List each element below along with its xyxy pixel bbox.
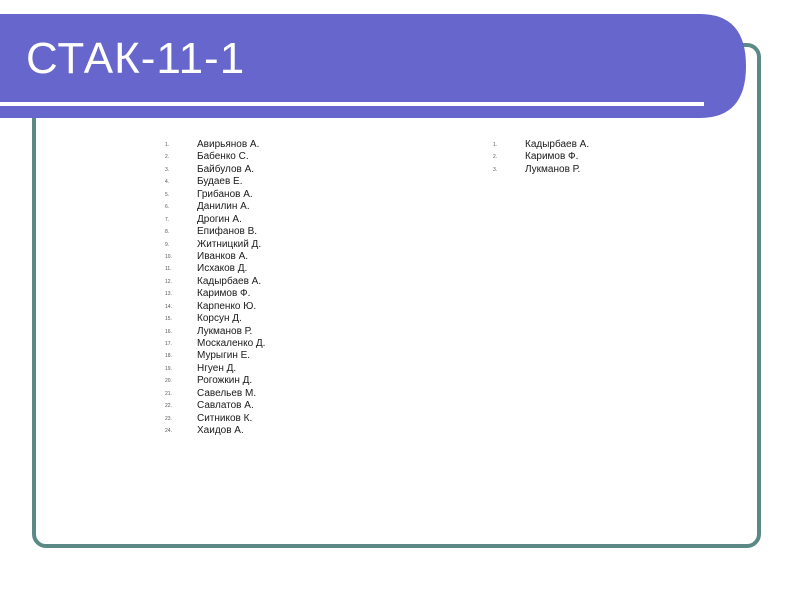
student-name: Бабенко С. (197, 151, 249, 163)
list-item (165, 250, 265, 263)
list-item (165, 350, 265, 362)
student-name: Рогожкин Д. (197, 375, 253, 387)
student-name: Кадырбаев А. (525, 139, 590, 150)
student-list-left (165, 139, 266, 438)
student-name: Хаидов А. (197, 425, 244, 437)
list-item (165, 201, 265, 213)
list-number: 18. (165, 353, 172, 360)
title-underline (0, 102, 704, 106)
list-item (165, 387, 265, 400)
list-number: 13. (165, 291, 172, 298)
list-item (165, 425, 265, 437)
slide-title: СТАК-11-1 (26, 34, 246, 83)
list-number: 2. (493, 154, 498, 161)
list-item (165, 362, 265, 375)
list-number: 2. (165, 154, 170, 161)
student-name: Данилин А. (197, 201, 250, 213)
list-item (165, 139, 265, 151)
list-number: 7. (165, 216, 170, 223)
list-number: 21. (165, 390, 172, 397)
list-number: 8. (165, 229, 170, 236)
list-item (493, 151, 589, 163)
student-name: Савельев М. (197, 387, 257, 399)
list-number: 3. (493, 166, 498, 173)
list-number: 9. (165, 241, 170, 248)
list-item (165, 213, 265, 226)
list-number: 16. (165, 328, 172, 335)
list-number: 5. (165, 191, 170, 198)
student-name: Карпенко Ю. (197, 300, 257, 312)
list-item (493, 139, 590, 151)
list-item (165, 226, 265, 238)
student-name: Каримов Ф. (197, 288, 251, 300)
student-name: Епифанов В. (197, 226, 258, 238)
list-number: 11. (165, 266, 172, 273)
list-item (165, 375, 265, 387)
student-name: Исхаков Д. (197, 263, 248, 275)
student-name: Савлатов А. (197, 400, 254, 412)
student-list-right (493, 139, 590, 176)
list-item (165, 400, 265, 412)
student-name: Дрогин А. (197, 213, 242, 225)
student-name: Грибанов А. (197, 188, 253, 200)
list-number: 14. (165, 303, 172, 310)
content-border (34, 45, 759, 546)
list-number: 19. (165, 365, 172, 372)
list-number: 4. (165, 179, 170, 186)
student-name: Мурыгин Е. (197, 350, 251, 362)
student-name: Ситников К. (197, 412, 253, 424)
list-item (165, 188, 265, 201)
list-number: 17. (165, 341, 172, 347)
student-name: Каримов Ф. (525, 151, 579, 163)
list-number: 20. (165, 378, 172, 385)
list-number: 1. (165, 142, 170, 148)
list-number: 10. (165, 253, 172, 260)
student-name: Лукманов Р. (525, 163, 581, 175)
list-number: 6. (165, 204, 170, 211)
list-item (165, 176, 265, 188)
student-name: Авирьянов А. (197, 139, 260, 150)
list-item (165, 238, 265, 251)
list-item (165, 300, 265, 313)
list-item (493, 163, 589, 176)
list-item (165, 325, 265, 338)
list-number: 22. (165, 403, 172, 410)
student-name: Нгуен Д. (197, 362, 237, 374)
list-item (165, 288, 265, 300)
student-name: Кадырбаев А. (197, 275, 262, 287)
list-item (165, 275, 265, 288)
list-number: 1. (493, 142, 498, 148)
student-name: Иванков А. (197, 250, 249, 262)
list-number: 23. (165, 415, 172, 422)
student-name: Лукманов Р. (197, 325, 253, 337)
list-item (165, 263, 265, 275)
list-item (165, 338, 266, 350)
list-number: 12. (165, 278, 172, 285)
list-number: 3. (165, 166, 170, 173)
student-name: Корсун Д. (197, 313, 242, 325)
student-name: Житницкий Д. (197, 238, 262, 250)
list-item (165, 313, 265, 325)
list-item (165, 412, 265, 425)
student-name: Будаев Е. (197, 176, 243, 188)
list-number: 24. (165, 428, 172, 435)
list-number: 15. (165, 316, 172, 323)
student-name: Москаленко Д. (197, 338, 266, 349)
list-item (165, 163, 265, 176)
student-name: Байбулов А. (197, 163, 255, 175)
list-item (165, 151, 265, 163)
